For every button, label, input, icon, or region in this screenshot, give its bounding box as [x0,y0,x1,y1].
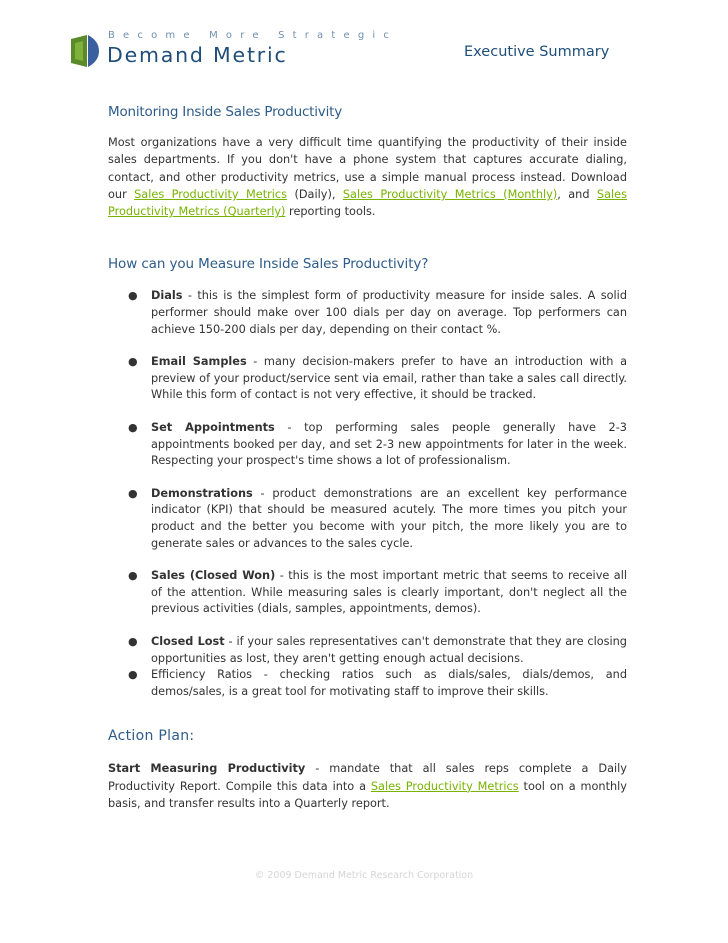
bullet-text: - top performing sales people generally have 2-3 appointments booked per day, and set 2-3 new appointments for later in the week. Respecting your prospect's time shows a lot of professionalism. [151,421,627,468]
metrics-list [108,288,627,700]
section-title-measure: How can you Measure Inside Sales Productivity? [108,256,429,273]
bullet-text: - if your sales representatives can't demonstrate that they are closing opportunities as lost, they aren't getting enough actual decisions. [151,634,627,665]
footer-copyright: © 2009 Demand Metric Research Corporation [254,870,474,881]
list-item [108,420,627,470]
list-item [108,634,627,667]
intro-and-text: , and [557,187,597,201]
bullet-icon: ● [128,355,138,369]
tagline: Become More Strategic [108,30,398,41]
bullet-text: - many decision-makers prefer to have an introduction with a preview of your product/service sent via email, rather than take a sales call directly. While this form of contact is not very effective, it should be tracked. [151,355,627,402]
bullet-term: Sales (Closed Won) [151,569,276,583]
link-sales-metrics-daily[interactable]: Sales Productivity Metrics [134,187,288,201]
bullet-icon: ● [128,668,138,682]
bullet-term: Demonstrations [151,486,253,500]
intro-text: Most organizations have a very difficult time quantifying the productivity of their inside sales departments. If you don't have a phone system that captures accurate dialing, contact, and other productivity metrics, use a simple manual process instead. Download our [108,136,627,201]
bullet-term: Dials [151,289,183,303]
bullet-icon: ● [128,289,138,303]
document-body [108,104,627,812]
section-title-monitoring: Monitoring Inside Sales Productivity [108,104,343,120]
bullet-text: - product demonstrations are an excellent key performance indicator (KPI) that should be measured acutely. The more times you pitch your product and the better you become with your pitch, the more likely you are to generate sales or advances to the sales cycle. [151,486,627,550]
list-item [108,568,627,618]
bullet-icon: ● [128,569,138,583]
link-sales-metrics-quarterly[interactable]: Sales Productivity Metrics (Quarterly) [108,187,627,219]
link-sales-metrics-monthly[interactable]: Sales Productivity Metrics (Monthly) [342,187,558,201]
list-item [108,667,627,700]
brand-name: Demand Metric [107,43,288,67]
list-item [108,354,627,404]
document-type: Executive Summary [464,44,610,60]
bullet-icon: ● [128,634,138,648]
action-text-after-link: tool on a monthly basis, and transfer results into a Quarterly report. [108,779,627,810]
bullet-text: Efficiency Ratios - checking ratios such as dials/sales, dials/demos, and demos/sales, is a great tool for motivating staff to improve their skills. [151,668,627,698]
section-title-action-plan: Action Plan: [108,728,195,745]
bullet-text: - this is the most important metric that seems to receive all of the attention. While measuring sales is clearly important, don't neglect all the previous activities (dials, samples, appointments, demos). [151,569,627,616]
action-term: Start Measuring Productivity [108,762,306,776]
bullet-term: Closed Lost [151,634,225,648]
bullet-text: - this is the simplest form of productivity measure for inside sales. A solid performer should make over 100 dials per day on average. Top performers can achieve 150-200 dials per day, depending on their contact %. [151,289,627,336]
demand-metric-logo-icon [69,35,99,67]
intro-daily-text: (Daily), [287,187,343,201]
bullet-term: Email Samples [151,355,247,369]
action-paragraph [108,760,627,812]
company-logo [69,30,398,70]
link-sales-metrics[interactable]: Sales Productivity Metrics [370,779,519,793]
bullet-icon: ● [128,486,138,500]
action-text-before-link: - mandate that all sales reps complete a Daily Productivity Report. Compile this data into a [108,762,627,793]
list-item [108,288,627,338]
list-item [108,486,627,552]
bullet-icon: ● [128,421,138,435]
intro-paragraph [108,134,627,220]
intro-end-text: reporting tools. [285,205,376,219]
bullet-term: Set Appointments [151,421,275,435]
